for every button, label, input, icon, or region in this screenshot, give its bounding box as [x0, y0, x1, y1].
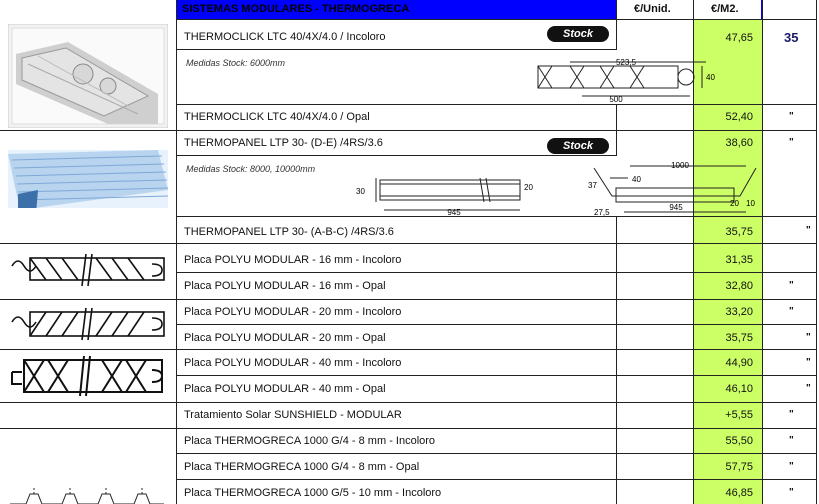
- row-name: Placa THERMOGRECA 1000 G/5 - 10 mm - Incoloro: [184, 487, 442, 499]
- row-name: THERMOCLICK LTC 40/4X/4.0 / Opal: [184, 111, 370, 123]
- row-name: Placa POLYU MODULAR - 16 mm - Incoloro: [184, 254, 402, 266]
- dim-label: 1000: [671, 161, 689, 170]
- dim-label: 10: [746, 199, 755, 208]
- ditto-mark: ": [806, 225, 811, 236]
- header-title: SISTEMAS MODULARES - THERMOGRECA: [182, 3, 410, 15]
- row-price: 46,10: [725, 383, 753, 395]
- dim-label: 27,5: [594, 208, 610, 216]
- dim-label: 500: [609, 95, 623, 102]
- ditto-mark: ": [789, 280, 794, 291]
- ditto-mark: ": [789, 435, 794, 446]
- dim-label: 20: [730, 199, 739, 208]
- extra-value: 35: [784, 30, 799, 45]
- row-price: 32,80: [725, 280, 753, 292]
- polyu-40-profile: [6, 354, 166, 398]
- dim-label: 945: [669, 203, 683, 212]
- ditto-mark: ": [789, 487, 794, 498]
- dim-label: 40: [706, 73, 715, 82]
- header-blank: [0, 0, 176, 20]
- row-name: Placa POLYU MODULAR - 40 mm - Opal: [184, 383, 386, 395]
- thermopanel-profile-diagram: [570, 160, 776, 216]
- thermopanel-section-diagram: [354, 170, 534, 216]
- row-price: 46,85: [725, 487, 753, 499]
- ditto-mark: ": [806, 383, 811, 394]
- ditto-mark: ": [789, 461, 794, 472]
- header-col-unit: €/Unid.: [634, 3, 671, 15]
- row-price: 35,75: [725, 226, 753, 238]
- stock-note: Medidas Stock: 8000, 10000mm: [186, 164, 316, 174]
- row-name: Placa THERMOGRECA 1000 G/4 - 8 mm - Incoloro: [184, 435, 436, 447]
- thermoclick-photo: [8, 24, 168, 128]
- dim-label: 20: [524, 183, 533, 192]
- stock-note: Medidas Stock: 6000mm: [186, 58, 286, 68]
- row-price: 33,20: [725, 306, 753, 318]
- row-price: 44,90: [725, 357, 753, 369]
- polyu-16-profile: [6, 252, 166, 288]
- ditto-mark: ": [789, 409, 794, 420]
- row-name: Placa POLYU MODULAR - 40 mm - Incoloro: [184, 357, 402, 369]
- row-price: 55,50: [725, 435, 753, 447]
- row-price: 35,75: [725, 332, 753, 344]
- ditto-mark: ": [789, 306, 794, 317]
- polyu-20-profile: [6, 306, 166, 342]
- thermoclick-section-diagram: [530, 56, 720, 102]
- row-price: 38,60: [725, 137, 753, 149]
- thermopanel-photo: [8, 150, 168, 216]
- row-price: +5,55: [725, 409, 753, 421]
- row-name: THERMOPANEL LTP 30- (A-B-C) /4RS/3.6: [184, 226, 394, 238]
- row-name: Placa THERMOGRECA 1000 G/4 - 8 mm - Opal: [184, 461, 420, 473]
- ditto-mark: ": [789, 111, 794, 122]
- row-name: Tratamiento Solar SUNSHIELD - MODULAR: [184, 409, 402, 421]
- row-name: Placa POLYU MODULAR - 20 mm - Incoloro: [184, 306, 402, 318]
- ditto-mark: ": [806, 332, 811, 343]
- row-price: 47,65: [725, 32, 753, 44]
- dim-label: 37: [588, 181, 597, 190]
- row-name: THERMOCLICK LTC 40/4X/4.0 / Incoloro: [184, 31, 386, 43]
- row-name: Placa POLYU MODULAR - 16 mm - Opal: [184, 280, 386, 292]
- ditto-mark: ": [789, 137, 794, 148]
- dim-label: 523,5: [615, 58, 637, 67]
- row-price: 31,35: [725, 254, 753, 266]
- row-name: Placa POLYU MODULAR - 20 mm - Opal: [184, 332, 386, 344]
- ditto-mark: ": [806, 357, 811, 368]
- dim-label: 30: [356, 187, 365, 196]
- stock-badge: Stock: [547, 26, 609, 42]
- row-price: 57,75: [725, 461, 753, 473]
- thermogreca-profile: [6, 488, 166, 504]
- row-name: THERMOPANEL LTP 30- (D-E) /4RS/3.6: [184, 137, 383, 149]
- header-col-m2: €/M2.: [711, 3, 739, 15]
- stock-badge: Stock: [547, 138, 609, 154]
- row-price: 52,40: [725, 111, 753, 123]
- dim-label: 40: [632, 175, 641, 184]
- dim-label: 945: [447, 208, 461, 216]
